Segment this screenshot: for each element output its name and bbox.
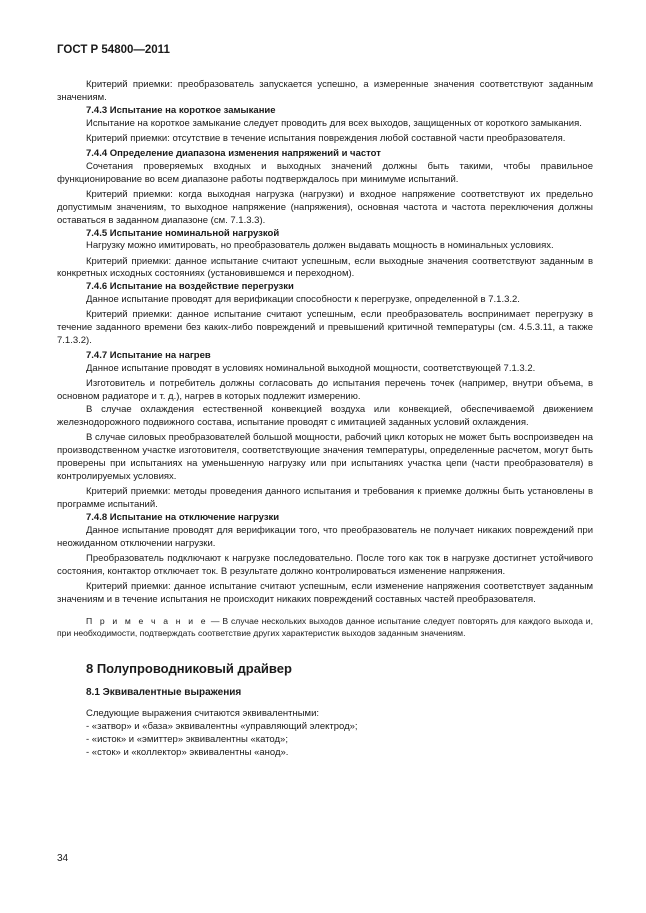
- paragraph: Критерий приемки: когда выходная нагрузка (нагрузки) и входное напряжение соответствуют их предельно допустимым значениям, то выходное напряжение (напряжения), основная частота и частота переключения должны оставаться в заданном диапазоне (см. 7.1.3.3).: [57, 188, 593, 226]
- paragraph: Критерий приемки: преобразователь запускается успешно, а измеренные значения соответствуют заданным значениям.: [57, 79, 593, 103]
- paragraph: Нагрузку можно имитировать, но преобразователь должен выдавать мощность в номинальных условиях.: [86, 240, 554, 252]
- section-heading-7-4-4: 7.4.4 Определение диапазона изменения напряжений и частот: [86, 147, 381, 159]
- paragraph: В случае силовых преобразователей большой мощности, рабочий цикл которых не может быть воспроизведен на производственном участке изготовителя, соответствующие значения температуры, определенные расчетом, могут быть проверены при испытаниях на уменьшенную нагрузку или при испытаниях участка цепи (части преобразователя) в контролируемых условиях.: [57, 432, 593, 482]
- list-item: - «затвор» и «база» эквивалентны «управляющий электрод»;: [86, 721, 358, 733]
- section-heading-7-4-3: 7.4.3 Испытание на короткое замыкание: [86, 104, 276, 116]
- paragraph: Данное испытание проводят для верификации того, что преобразователь не получает никаких повреждений при неожиданном отключении нагрузки.: [57, 524, 593, 549]
- paragraph: Данное испытание проводят в условиях номинальной выходной мощности, соответствующей 7.1.3.2.: [86, 363, 536, 375]
- page-number: 34: [57, 853, 69, 864]
- note-text: — В случае нескольких выходов данное испытание следует повторять для каждого выхода и, при необходимости, подтверждать соответствие других характеристик выходов заданным значениям.: [57, 616, 593, 639]
- paragraph: Критерий приемки: данное испытание считают успешным, если изменение напряжения соответствует заданным значениям и в течение испытания не происходит никаких повреждений составных частей преобразователя.: [57, 580, 593, 605]
- list-item: - «сток» и «коллектор» эквивалентны «анод».: [86, 747, 289, 759]
- paragraph: Критерий приемки: данное испытание считают успешным, если преобразователь воспринимает перегрузку в течение заданного времени без каких-либо повреждений и превышений критичной температуры (см. 4.5.3.11, а также 7.1.3.2).: [57, 309, 593, 347]
- equivalents-list: [57, 708, 593, 760]
- subsection-heading-8-1: 8.1 Эквивалентные выражения: [86, 687, 242, 699]
- section-heading-7-4-5: 7.4.5 Испытание номинальной нагрузкой: [86, 227, 280, 239]
- paragraph: Изготовитель и потребитель должны согласовать до испытания перечень точек (например, внутри объема, в основном радиаторе и т. д.), нагрев в которых подлежит измерению.: [57, 378, 593, 403]
- document-page: [57, 44, 593, 760]
- list-intro: Следующие выражения считаются эквивалентными:: [86, 708, 320, 720]
- paragraph: Критерий приемки: данное испытание считают успешным, если выходные значения соответствуют заданным в конкретных исходных состояниях (установившемся и переходном).: [57, 255, 593, 280]
- paragraph: Испытание на короткое замыкание следует проводить для всех выходов, защищенных от короткого замыкания.: [86, 117, 582, 129]
- document-header: ГОСТ Р 54800—2011: [57, 44, 170, 56]
- paragraph: Критерий приемки: отсутствие в течение испытания повреждения любой составной части преобразователя.: [86, 132, 566, 144]
- paragraph: Критерий приемки: методы проведения данного испытания и требования к приемке должны быть установлены в программе испытаний.: [57, 485, 593, 510]
- paragraph: Сочетания проверяемых входных и выходных значений должны быть такими, чтобы правильное функционирование во всем диапазоне работы подтверждалось при минимуме испытаний.: [57, 160, 593, 185]
- note-label: П р и м е ч а н и е: [86, 616, 208, 627]
- section-heading-7-4-8: 7.4.8 Испытание на отключение нагрузки: [86, 511, 280, 523]
- paragraph: В случае охлаждения естественной конвекцией воздуха или конвекцией, обеспечиваемой движением железнодорожного подвижного состава, испытание проводят с имитацией заданных условий охлаждения.: [57, 404, 593, 428]
- list-item: - «исток» и «эмиттер» эквивалентны «катод»;: [86, 734, 288, 746]
- section-heading-8: 8 Полупроводниковый драйвер: [86, 661, 292, 677]
- paragraph: Преобразователь подключают к нагрузке последовательно. После того как ток в нагрузке достигнет устойчивого состояния, контактор отключает ток. В результате должно контролироваться изменение напряжения.: [57, 552, 593, 577]
- note: [57, 615, 593, 639]
- section-heading-7-4-6: 7.4.6 Испытание на воздействие перегрузки: [86, 281, 294, 293]
- section-heading-7-4-7: 7.4.7 Испытание на нагрев: [86, 350, 211, 362]
- paragraph: Данное испытание проводят для верификации способности к перегрузке, определенной в 7.1.3.2.: [86, 294, 520, 306]
